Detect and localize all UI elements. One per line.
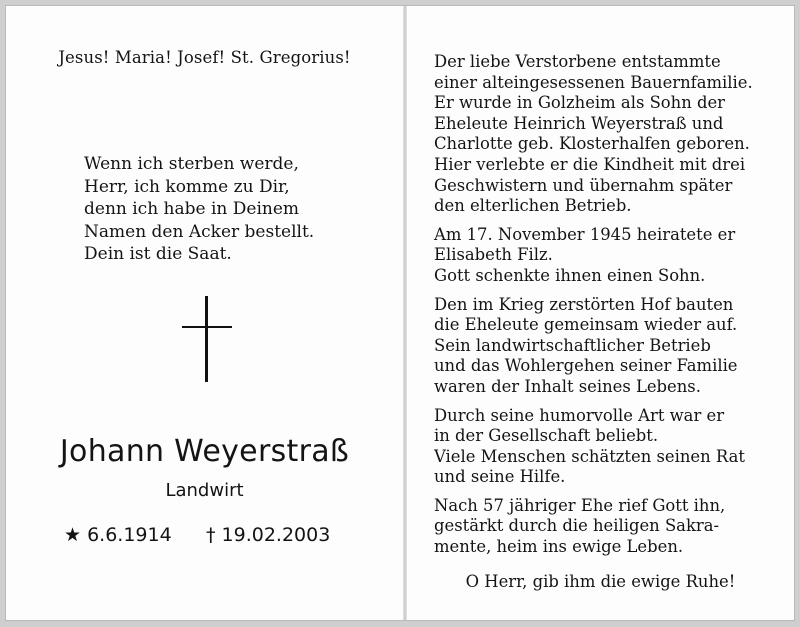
deceased-name: Johann Weyerstraß	[59, 434, 350, 469]
latin-cross-icon	[182, 296, 232, 382]
biography-line: die Eheleute gemeinsam wieder auf.	[434, 315, 738, 335]
biography-paragraph	[434, 406, 789, 488]
poem	[84, 153, 314, 266]
biography-line: Geschwistern und übernahm später	[434, 175, 733, 195]
biography-line: Eheleute Heinrich Weyerstraß und	[434, 113, 724, 133]
right-page	[407, 6, 794, 620]
closing-prayer: O Herr, gib ihm die ewige Ruhe!	[465, 572, 736, 591]
biography-line: Hier verlebte er die Kindheit mit drei	[434, 154, 746, 174]
biography-line: den elterlichen Betrieb.	[434, 196, 632, 216]
biography-line: Charlotte geb. Klosterhalfen geboren.	[434, 134, 750, 154]
biography-paragraph	[434, 225, 789, 287]
biography-line: mente, heim ins ewige Leben.	[434, 537, 684, 557]
death-date: † 19.02.2003	[206, 524, 331, 546]
biography-line: in der Gesellschaft beliebt.	[434, 426, 659, 446]
biography-line: Der liebe Verstorbene entstammte	[434, 52, 721, 71]
biography-line: Sein landwirtschaftlicher Betrieb	[434, 335, 711, 355]
poem-line: Namen den Acker bestellt.	[84, 221, 315, 242]
poem-line: Herr, ich komme zu Dir,	[84, 176, 290, 197]
biography-line: und seine Hilfe.	[434, 467, 566, 487]
biography-line: Am 17. November 1945 heiratete er	[434, 224, 736, 244]
biography-line: Nach 57 jähriger Ehe rief Gott ihn,	[434, 495, 726, 515]
biography-line: Gott schenkte ihnen einen Sohn.	[434, 265, 706, 285]
biography-line: und das Wohlergehen seiner Familie	[434, 356, 738, 376]
profession: Landwirt	[165, 480, 244, 501]
biography-line: Viele Menschen schätzten seinen Rat	[434, 446, 745, 466]
biography-line: Elisabeth Filz.	[434, 245, 553, 265]
biography	[434, 52, 789, 566]
biography-line: Den im Krieg zerstörten Hof bauten	[434, 294, 734, 314]
biography-paragraph	[434, 295, 789, 398]
biography-line: gestärkt durch die heiligen Sakra-	[434, 516, 720, 536]
poem-line: Wenn ich sterben werde,	[84, 154, 299, 174]
biography-line: Er wurde in Golzheim als Sohn der	[434, 93, 726, 113]
left-page	[6, 6, 403, 620]
biography-line: waren der Inhalt seines Lebens.	[434, 376, 701, 396]
birth-date: ★ 6.6.1914	[64, 524, 172, 546]
biography-paragraph	[434, 496, 789, 558]
invocation-heading: Jesus! Maria! Josef! St. Gregorius!	[58, 48, 351, 67]
cross-vertical-bar	[205, 296, 208, 382]
cross-horizontal-bar	[182, 326, 232, 328]
memorial-card	[6, 6, 794, 620]
biography-paragraph	[434, 52, 789, 217]
poem-line: Dein ist die Saat.	[84, 244, 232, 264]
poem-line: denn ich habe in Deinem	[84, 199, 300, 219]
biography-line: Durch seine humorvolle Art war er	[434, 405, 725, 425]
biography-line: einer alteingesessenen Bauernfamilie.	[434, 72, 753, 92]
